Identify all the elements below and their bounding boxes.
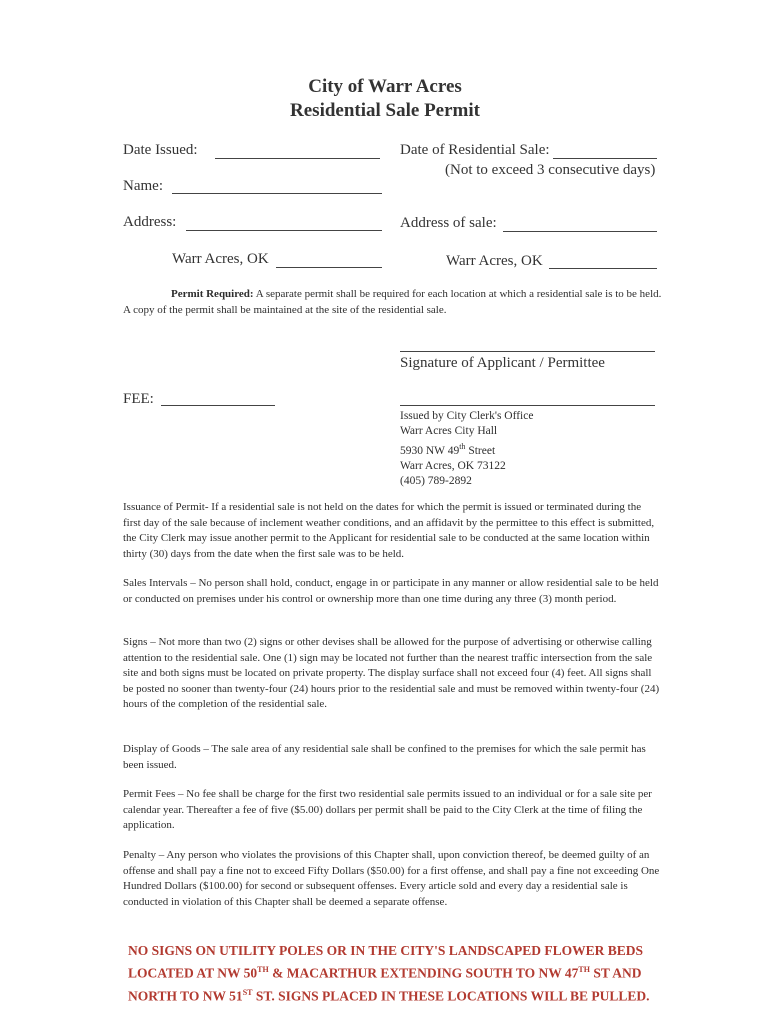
sale-city-state-label: Warr Acres, OK: [446, 253, 543, 269]
sales-intervals-paragraph: Sales Intervals – No person shall hold, conduct, engage in or participate in any manner or allow residential sale to be held or conducted on premises under his control or ownership more than one time during any three (3) month period.: [123, 577, 659, 605]
display-of-goods-paragraph: Display of Goods – The sale area of any residential sale shall be confined to the premises for which the sale permit has been issued.: [123, 743, 646, 771]
name-field[interactable]: [172, 193, 382, 194]
clerk-signature-field[interactable]: [400, 405, 655, 406]
fee-label: FEE:: [123, 391, 154, 407]
sale-city-state-field[interactable]: [549, 268, 657, 269]
city-title: City of Warr Acres: [308, 76, 462, 97]
address-label: Address:: [123, 214, 177, 230]
signs-paragraph: Signs – Not more than two (2) signs or other devises shall be allowed for the purpose of advertising or otherwise calling attention to the residential sale. One (1) sign may be located not further than the nearest traffic intersection from the sale site and both signs must be located on private property. The display surface shall not exceed four (4) feet. All signs shall be posted no sooner than twenty-four (24) hours prior to the residential sale and must be removed within twenty-four (24) hours of the completion of the residential sale.: [123, 636, 660, 710]
permit-fees-paragraph: Permit Fees – No fee shall be charge for the first two residential sale permits issued to an individual or for a sale site per calendar year. Thereafter a fee of five ($5.00) dollars per permit shall be paid to the City Clerk at the time of filing the application.: [123, 788, 652, 831]
date-issued-label: Date Issued:: [123, 142, 198, 158]
issuance-paragraph: Issuance of Permit- If a residential sale is not held on the dates for which the permit is issued or terminated during the first day of the sale because of inclement weather conditions, and an affidavit by the permittee to this effect is submitted, the City Clerk may issue another permit to the Applicant for residential sale to be conducted at the same location within thirty (30) days from the date when the first sale was to be held.: [123, 501, 655, 560]
signature-label: Signature of Applicant / Permittee: [400, 355, 605, 371]
warning-line-2: LOCATED AT NW 50TH & MACARTHUR EXTENDING SOUTH TO NW 47TH ST AND: [128, 965, 642, 981]
not-to-exceed-note: (Not to exceed 3 consecutive days): [445, 162, 656, 178]
city-hall-line: Warr Acres City Hall: [400, 425, 498, 437]
fee-field[interactable]: [161, 405, 275, 406]
penalty-paragraph: Penalty – Any person who violates the provisions of this Chapter shall, upon conviction thereof, be deemed guilty of an offense and shall pay a fine not to exceed Fifty Dollars ($50.00) for a first offense, and shall pay a fine not exceeding One Hundred Dollars ($100.00) for second or subsequent offenses. Every article sold and every day a residential sale is conducted in violation of this Chapter shall be deemed a separate offense.: [123, 849, 660, 908]
address-of-sale-field[interactable]: [503, 231, 657, 232]
page-title: Residential Sale Permit: [290, 100, 480, 121]
city-state-field[interactable]: [276, 267, 382, 268]
warning-line-1: NO SIGNS ON UTILITY POLES OR IN THE CITY'S LANDSCAPED FLOWER BEDS: [128, 943, 643, 958]
street-line: 5930 NW 49th Street: [400, 442, 496, 457]
city-zip-line: Warr Acres, OK 73122: [400, 459, 506, 472]
issued-by-line: Issued by City Clerk's Office: [400, 410, 534, 422]
city-state-label: Warr Acres, OK: [172, 251, 269, 267]
issued-by-block: [400, 409, 533, 489]
address-of-sale-label: Address of sale:: [400, 215, 497, 231]
permit-required-text: A separate permit shall be required for each location at which a residential sale is to be held. A copy of the permit shall be maintained at the site of the residential sale.: [123, 288, 662, 316]
permit-required-lead: Permit Required:: [171, 288, 254, 300]
phone-line: (405) 789-2892: [400, 474, 472, 487]
address-field[interactable]: [186, 230, 382, 231]
permit-required-paragraph: [123, 287, 663, 318]
date-issued-field[interactable]: [215, 158, 380, 159]
name-label: Name:: [123, 178, 163, 194]
date-of-sale-label: Date of Residential Sale:: [400, 142, 550, 158]
signature-field[interactable]: [400, 351, 655, 352]
warning-line-3: NORTH TO NW 51ST ST. SIGNS PLACED IN THESE LOCATIONS WILL BE PULLED.: [128, 987, 650, 1003]
date-of-sale-field[interactable]: [553, 158, 657, 159]
signs-warning: [128, 941, 688, 1005]
